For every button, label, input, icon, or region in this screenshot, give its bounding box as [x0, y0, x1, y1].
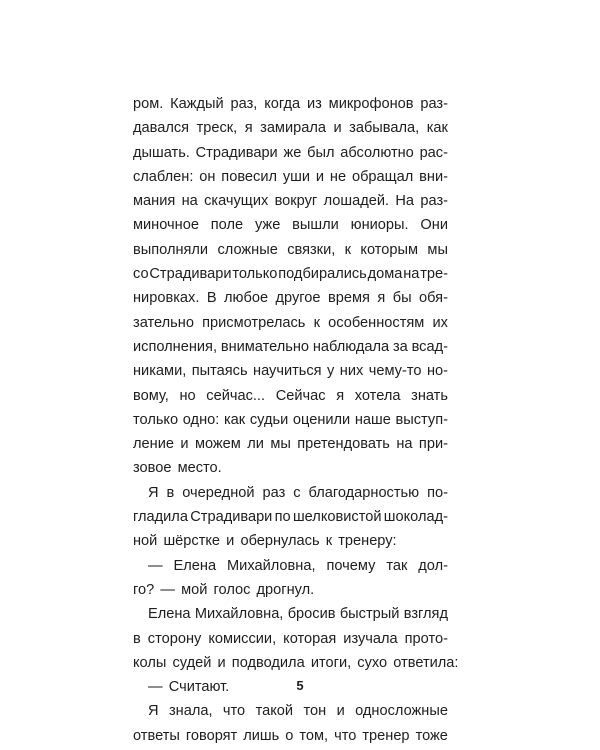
word: В [206, 290, 217, 307]
word: любое [224, 290, 269, 307]
word: претендовать [297, 436, 390, 453]
word: связки, [287, 241, 336, 258]
word: зовое [133, 460, 172, 477]
paragraph [133, 92, 448, 481]
word: говорят [185, 727, 238, 744]
word: итоги, [310, 654, 352, 671]
text-line [133, 408, 448, 432]
word: комиссии, [208, 630, 277, 647]
word: знать [411, 387, 448, 404]
word: в [166, 484, 175, 501]
word: ной [133, 533, 158, 550]
word: я [377, 290, 386, 307]
word: присмотрелась [202, 314, 306, 331]
word: что [334, 727, 357, 744]
word: другое [275, 290, 321, 307]
text-line [133, 384, 448, 408]
word: бы [392, 290, 412, 307]
word: зательно [133, 314, 194, 331]
word: пытаясь [191, 363, 248, 380]
word: тре- [420, 266, 448, 283]
word: давался [133, 120, 190, 137]
text-line [133, 602, 448, 626]
text-line [133, 554, 448, 578]
word: и [180, 436, 189, 453]
word: На [395, 193, 415, 210]
word: но [179, 387, 196, 404]
word: Михайловна, [194, 606, 284, 623]
word: одно: [182, 411, 220, 428]
word: на [396, 436, 413, 453]
word: внимательно [220, 338, 310, 355]
word: по- [427, 484, 448, 501]
word: мой [181, 581, 208, 598]
word: раз [262, 484, 286, 501]
word: как [223, 411, 246, 428]
body-text [133, 92, 459, 748]
word: дол- [418, 557, 448, 574]
word: Михайловна, [227, 557, 316, 574]
word: их [432, 314, 448, 331]
word: при- [418, 436, 448, 453]
word: научиться [253, 363, 322, 380]
text-line [133, 627, 448, 651]
word: к [344, 241, 352, 258]
word: не [329, 168, 347, 185]
word: время [327, 290, 370, 307]
word: замирала [260, 120, 326, 137]
text-line [133, 335, 448, 359]
word: односложные [355, 703, 448, 720]
word: треск, [196, 120, 238, 137]
text-line [133, 213, 448, 237]
word: к [325, 533, 333, 550]
word: которая [283, 630, 337, 647]
word: же [283, 144, 302, 161]
text-line [133, 529, 448, 553]
word: забывала, [349, 120, 420, 137]
word: Каждый [170, 96, 224, 112]
word: почему [326, 557, 376, 574]
word: Я [148, 484, 159, 501]
text-line [133, 724, 448, 748]
page-number: 5 [296, 678, 304, 693]
word: Елена [148, 606, 191, 623]
word: обя- [419, 290, 448, 307]
word: дома [367, 266, 403, 283]
word: гладила [133, 509, 188, 526]
word: из [306, 96, 322, 112]
text-line [133, 165, 448, 189]
word: мы [427, 241, 448, 258]
word: тренеру: [338, 533, 397, 550]
word: судьи [249, 411, 289, 428]
word: лишь [243, 727, 280, 744]
word: микрофонов [328, 96, 414, 112]
word: сложные [217, 241, 278, 258]
text-line [133, 456, 448, 480]
word: с [293, 484, 301, 501]
word: Страдивари [149, 266, 232, 283]
word: тон [303, 703, 327, 720]
word: только [232, 266, 278, 283]
text-line [133, 189, 448, 213]
word: когда [264, 96, 301, 112]
word: судей [172, 654, 212, 671]
word: и [226, 533, 235, 550]
text-line [133, 92, 448, 116]
word: место. [177, 460, 222, 477]
word: такой [255, 703, 294, 720]
word: по [274, 509, 291, 526]
word: как [426, 120, 448, 137]
paragraph [133, 602, 459, 675]
word: дрогнул. [256, 581, 315, 598]
text-line [133, 699, 448, 723]
text-line [133, 359, 448, 383]
text-line [133, 651, 459, 675]
word: них [339, 363, 364, 380]
word: Елена [173, 557, 217, 574]
word: юниоры. [350, 217, 409, 234]
word: вому, [133, 387, 169, 404]
word: ответила: [393, 654, 459, 671]
word: изучала [343, 630, 398, 647]
word: голос [213, 581, 251, 598]
word: мания [133, 193, 176, 210]
word: был [307, 144, 335, 161]
word: ром. [133, 96, 164, 112]
word: лошадей. [323, 193, 390, 210]
text-line [133, 116, 448, 140]
word: Страдивари [195, 144, 278, 161]
word: я [244, 120, 253, 137]
word: подбирались [278, 266, 367, 283]
word: и [336, 703, 345, 720]
word: он [199, 168, 216, 185]
word: чему-то [368, 363, 422, 380]
word: поле [210, 217, 244, 234]
word: — [148, 557, 163, 574]
text-line [133, 262, 448, 286]
word: скачущих [204, 193, 269, 210]
word: подводила [231, 654, 305, 671]
word: я [336, 387, 345, 404]
word: рас- [419, 144, 448, 161]
word: знала, [168, 703, 213, 720]
word: на [403, 266, 420, 283]
word: очередной [182, 484, 255, 501]
word: го? [133, 581, 155, 598]
word: которым [360, 241, 419, 258]
text-line [133, 578, 448, 602]
word: ответы [133, 727, 180, 744]
word: можем [194, 436, 241, 453]
word: сухо [357, 654, 388, 671]
text-line [133, 505, 448, 529]
word: абсолютно [340, 144, 414, 161]
word: ли [247, 436, 264, 453]
word: никами, [133, 363, 187, 380]
word: повесил [221, 168, 277, 185]
word: — [148, 679, 163, 696]
text-line [133, 481, 448, 505]
word: только [133, 411, 179, 428]
word: бросив [287, 606, 336, 623]
word: вышли [292, 217, 339, 234]
word: том, [299, 727, 329, 744]
word: на [181, 193, 198, 210]
word: дышать. [133, 144, 190, 161]
word: миночное [133, 217, 199, 234]
word: вокруг [274, 193, 318, 210]
word: ление [133, 436, 174, 453]
word: выступ- [395, 411, 448, 428]
word: быстрый [339, 606, 400, 623]
word: за [392, 338, 408, 355]
word: и [333, 120, 342, 137]
word: всад- [411, 338, 448, 355]
word: особенностям [328, 314, 425, 331]
word: Я [148, 703, 159, 720]
word: оценили [292, 411, 351, 428]
word: Считают. [168, 679, 230, 696]
word: выполняли [133, 241, 209, 258]
text-line [133, 141, 448, 165]
word: раз- [420, 96, 448, 112]
word: благодарностью [308, 484, 420, 501]
word: обернулась [240, 533, 320, 550]
word: взгляд [403, 606, 448, 623]
word: тренер [362, 727, 410, 744]
word: сейчас... [206, 387, 266, 404]
word: Страдивари [190, 509, 273, 526]
text-line [133, 432, 448, 456]
word: что [222, 703, 246, 720]
paragraph [133, 699, 448, 748]
word: прото- [404, 630, 448, 647]
paragraph [133, 481, 448, 554]
word: к [313, 314, 320, 331]
word: исполнения, [133, 338, 218, 355]
word: слаблен: [133, 168, 194, 185]
word: нировках. [133, 290, 200, 307]
word: так [386, 557, 408, 574]
paragraph [133, 554, 448, 603]
word: в [133, 630, 141, 647]
word: сторону [147, 630, 202, 647]
word: наше [354, 411, 391, 428]
word: колы [133, 654, 167, 671]
word: но- [426, 363, 448, 380]
word: шёрстке [163, 533, 221, 550]
text-line [133, 286, 448, 310]
word: шоколад- [383, 509, 448, 526]
word: уже [254, 217, 281, 234]
word: вни- [419, 168, 448, 185]
word: шелковистой [292, 509, 382, 526]
word: и [217, 654, 226, 671]
word: Они [420, 217, 448, 234]
word: хотела [354, 387, 401, 404]
word: о [285, 727, 294, 744]
word: — [160, 581, 175, 598]
word: у [327, 363, 335, 380]
word: и [315, 168, 325, 185]
word: мы [270, 436, 291, 453]
word: тоже [415, 727, 448, 744]
word: раз- [420, 193, 448, 210]
text-line [133, 311, 448, 335]
word: со [133, 266, 149, 283]
text-line [133, 238, 448, 262]
word: обращал [351, 168, 414, 185]
word: наблюдала [312, 338, 390, 355]
word: уши [282, 168, 311, 185]
word: раз, [230, 96, 258, 112]
word: Сейчас [275, 387, 326, 404]
